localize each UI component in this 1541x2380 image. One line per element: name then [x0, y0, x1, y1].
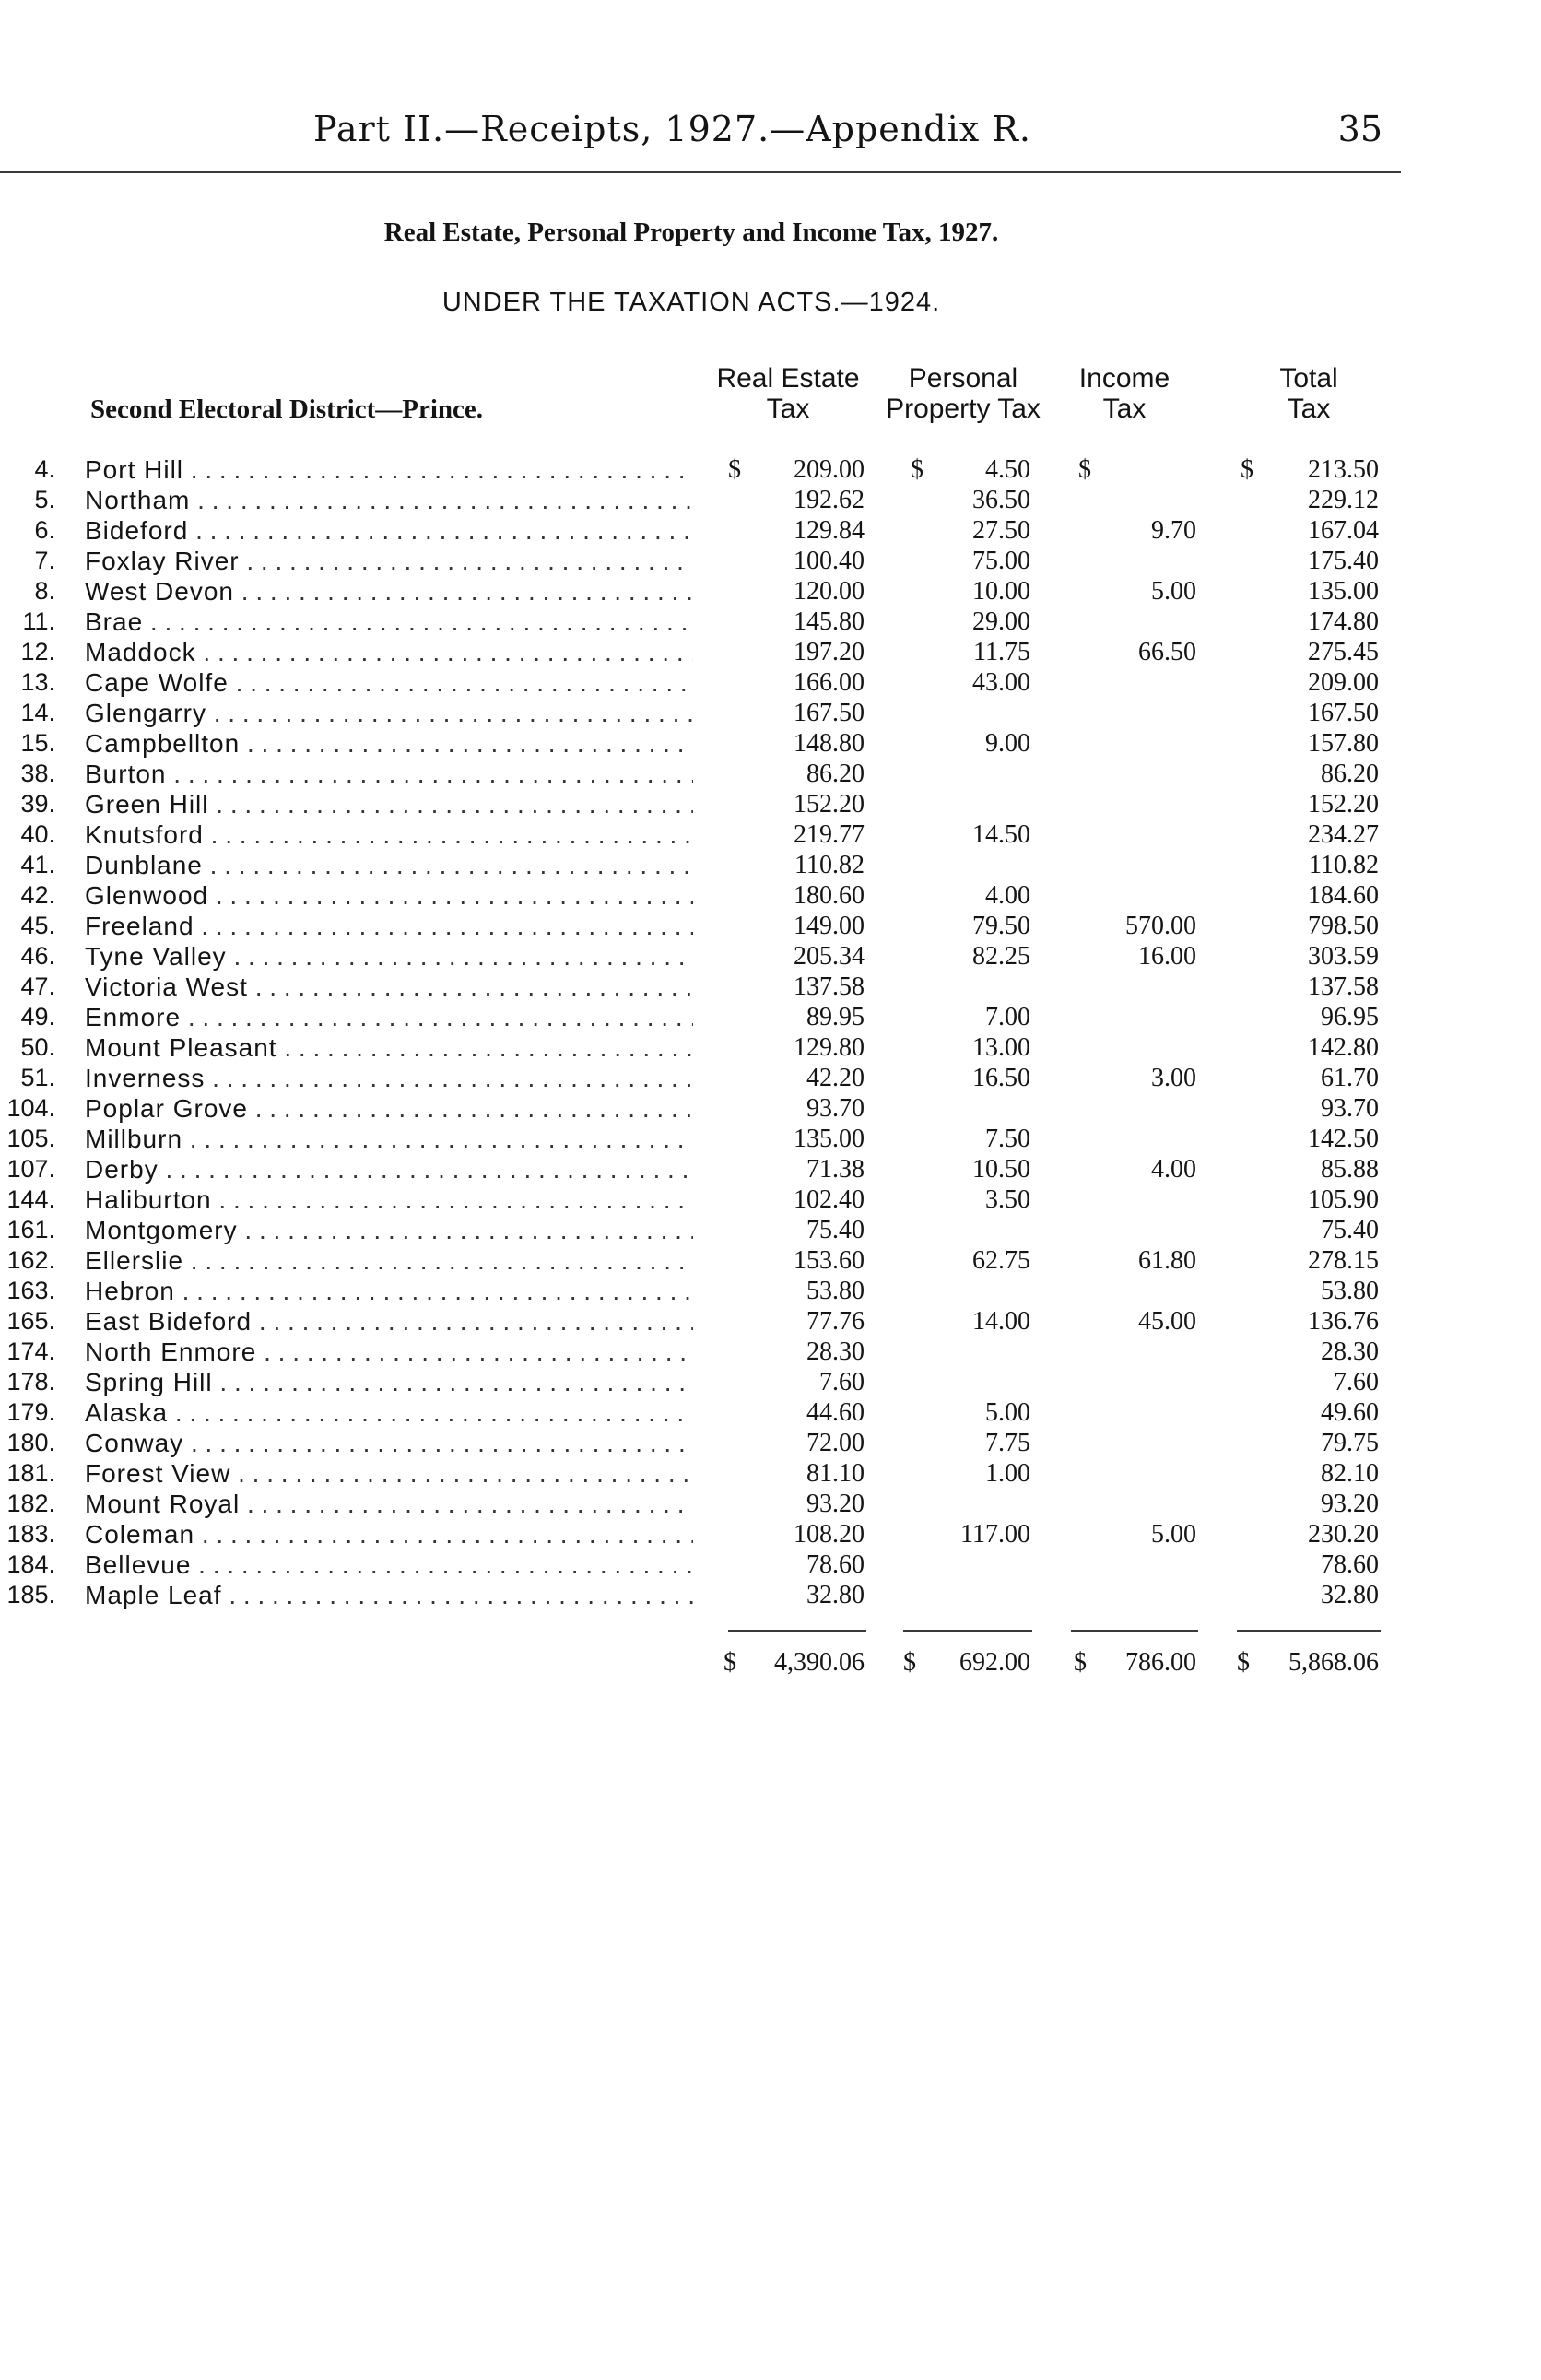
total-rule-income	[1071, 1630, 1198, 1632]
table-row	[0, 912, 1541, 942]
row-number: 42.	[20, 881, 55, 909]
total-tax: 142.80	[1308, 1033, 1379, 1062]
row-number: 11.	[22, 607, 55, 635]
currency-symbol: $	[1237, 1648, 1250, 1677]
real-estate-tax: 108.20	[794, 1520, 865, 1549]
personal-property-tax: 10.50	[972, 1155, 1030, 1184]
real-estate-tax: 28.30	[806, 1337, 865, 1366]
personal-property-tax: 9.00	[985, 729, 1030, 758]
total-tax: 142.50	[1308, 1125, 1379, 1153]
real-estate-tax: 89.95	[806, 1003, 865, 1031]
row-number: 104.	[6, 1094, 55, 1122]
column-header-line: Tax	[766, 394, 810, 424]
tax-table-body	[0, 455, 1541, 1611]
table-row	[0, 699, 1541, 729]
locality-name: Mount Pleasant . . .	[85, 1033, 693, 1063]
income-tax: 45.00	[1138, 1307, 1196, 1336]
table-row	[0, 1277, 1541, 1307]
personal-property-tax: 117.00	[960, 1520, 1030, 1549]
total-tax: 174.80	[1308, 607, 1379, 636]
row-number: 47.	[20, 972, 55, 1000]
table-row	[0, 547, 1541, 577]
row-number: 182.	[6, 1490, 55, 1517]
table-row	[0, 972, 1541, 1003]
personal-property-tax: 62.75	[972, 1246, 1030, 1275]
table-row	[0, 1064, 1541, 1094]
real-estate-tax: 75.40	[806, 1216, 865, 1244]
total-tax: 184.60	[1308, 881, 1379, 910]
real-estate-tax: 137.58	[794, 972, 865, 1001]
currency-symbol: $	[911, 455, 923, 484]
table-row	[0, 1125, 1541, 1155]
column-header-line: Total	[1279, 363, 1338, 394]
table-row	[0, 1490, 1541, 1520]
real-estate-tax: 44.60	[806, 1398, 865, 1427]
real-estate-tax: 42.20	[806, 1064, 865, 1092]
currency-symbol: $	[1078, 455, 1091, 484]
table-row	[0, 486, 1541, 516]
real-estate-tax: 77.76	[806, 1307, 865, 1336]
row-number: 50.	[20, 1033, 55, 1061]
total-tax: 275.45	[1308, 638, 1379, 666]
row-number: 13.	[20, 668, 55, 696]
locality-name: Derby . . .	[85, 1155, 693, 1184]
personal-property-tax: 75.00	[972, 547, 1030, 575]
locality-name: Enmore . . .	[85, 1003, 693, 1032]
income-tax: 5.00	[1151, 577, 1196, 606]
income-tax: 16.00	[1138, 942, 1196, 971]
total-tax: 136.76	[1308, 1307, 1379, 1336]
real-estate-tax: 167.50	[794, 699, 865, 727]
row-number: 161.	[6, 1216, 55, 1243]
total-rule-total	[1237, 1630, 1381, 1632]
row-number: 5.	[34, 486, 55, 513]
table-row	[0, 820, 1541, 851]
real-estate-tax: 110.82	[794, 851, 865, 879]
locality-name: Maddock . . .	[85, 638, 693, 667]
locality-name: Foxlay River . . .	[85, 547, 693, 576]
table-row	[0, 1216, 1541, 1246]
table-row	[0, 881, 1541, 912]
personal-property-tax: 14.50	[972, 820, 1030, 849]
personal-property-tax: 14.00	[972, 1307, 1030, 1336]
table-row	[0, 1368, 1541, 1398]
table-row	[0, 1094, 1541, 1125]
total-tax: 93.20	[1321, 1490, 1379, 1518]
personal-property-tax: 43.00	[972, 668, 1030, 697]
real-estate-tax: 197.20	[794, 638, 865, 666]
locality-name: Glengarry . . .	[85, 699, 693, 728]
real-estate-tax: 166.00	[794, 668, 865, 697]
total-tax: 49.60	[1321, 1398, 1379, 1427]
column-header-total	[1217, 363, 1401, 424]
table-row	[0, 455, 1541, 486]
locality-name: Inverness . . .	[85, 1064, 693, 1093]
header-rule	[0, 171, 1401, 173]
row-number: 178.	[6, 1368, 55, 1396]
table-row	[0, 1581, 1541, 1611]
locality-name: Montgomery . . .	[85, 1216, 693, 1245]
row-number: 38.	[20, 760, 55, 787]
locality-name: Campbellton . . .	[85, 729, 693, 759]
total-tax: 53.80	[1321, 1277, 1379, 1305]
total-tax: 152.20	[1308, 790, 1379, 819]
table-row	[0, 668, 1541, 699]
table-row	[0, 638, 1541, 668]
row-number: 4.	[34, 455, 55, 483]
table-row	[0, 729, 1541, 760]
real-estate-tax: 129.84	[794, 516, 865, 545]
table-row	[0, 1520, 1541, 1550]
locality-name: Millburn . . .	[85, 1125, 693, 1154]
real-estate-tax: 102.40	[794, 1185, 865, 1214]
total-tax: 137.58	[1308, 972, 1379, 1001]
locality-name: Maple Leaf . . .	[85, 1581, 693, 1610]
real-estate-tax: 81.10	[806, 1459, 865, 1488]
total-real-estate: 4,390.06	[774, 1648, 865, 1677]
real-estate-tax: 135.00	[794, 1125, 865, 1153]
personal-property-tax: 82.25	[972, 942, 1030, 971]
total-tax: 85.88	[1321, 1155, 1379, 1184]
row-number: 8.	[34, 577, 55, 605]
total-personal: 692.00	[959, 1648, 1030, 1677]
real-estate-tax: 145.80	[794, 607, 865, 636]
income-tax: 4.00	[1151, 1155, 1196, 1184]
total-income: 786.00	[1125, 1648, 1196, 1677]
locality-name: Bideford . . .	[85, 516, 693, 546]
row-number: 179.	[6, 1398, 55, 1426]
real-estate-tax: 192.62	[794, 486, 865, 514]
locality-name: Glenwood . . .	[85, 881, 693, 911]
locality-name: Knutsford . . .	[85, 820, 693, 850]
row-number: 183.	[6, 1520, 55, 1548]
total-tax: 135.00	[1308, 577, 1379, 606]
locality-name: Poplar Grove . . .	[85, 1094, 693, 1124]
total-tax: 79.75	[1321, 1429, 1379, 1457]
table-heading: Real Estate, Personal Property and Income Tax, 1927.	[383, 218, 999, 247]
locality-name: Green Hill . . .	[85, 790, 693, 819]
locality-name: Spring Hill . . .	[85, 1368, 693, 1397]
personal-property-tax: 4.00	[985, 881, 1030, 910]
income-tax: 61.80	[1138, 1246, 1196, 1275]
row-number: 39.	[20, 790, 55, 818]
row-number: 51.	[20, 1064, 55, 1091]
row-number: 14.	[20, 699, 55, 726]
row-number: 184.	[6, 1550, 55, 1578]
personal-property-tax: 27.50	[972, 516, 1030, 545]
page-number: 35	[1337, 109, 1382, 149]
table-row	[0, 851, 1541, 881]
total-tax: 61.70	[1321, 1064, 1379, 1092]
personal-property-tax: 16.50	[972, 1064, 1030, 1092]
locality-name: Cape Wolfe . . .	[85, 668, 693, 698]
table-row	[0, 1307, 1541, 1337]
locality-name: West Devon . . .	[85, 577, 693, 607]
row-number: 107.	[6, 1155, 55, 1183]
locality-name: Bellevue . . .	[85, 1550, 693, 1580]
locality-name: Haliburton . . .	[85, 1185, 693, 1215]
table-row	[0, 760, 1541, 790]
row-number: 144.	[6, 1185, 55, 1213]
table-row	[0, 1185, 1541, 1216]
total-tax: 278.15	[1308, 1246, 1379, 1275]
total-tax: 82.10	[1321, 1459, 1379, 1488]
table-row	[0, 1550, 1541, 1581]
personal-property-tax: 1.00	[985, 1459, 1030, 1488]
currency-symbol: $	[1241, 455, 1253, 484]
real-estate-tax: 32.80	[806, 1581, 865, 1609]
row-number: 15.	[20, 729, 55, 757]
locality-name: Victoria West . . .	[85, 972, 693, 1002]
row-number: 40.	[20, 820, 55, 848]
real-estate-tax: 93.20	[806, 1490, 865, 1518]
personal-property-tax: 4.50	[985, 455, 1030, 484]
personal-property-tax: 7.50	[985, 1125, 1030, 1153]
row-number: 185.	[6, 1581, 55, 1608]
table-row	[0, 516, 1541, 547]
personal-property-tax: 29.00	[972, 607, 1030, 636]
column-header-line: Real Estate	[716, 363, 860, 394]
locality-name: Freeland . . .	[85, 912, 693, 941]
locality-name: Ellerslie . . .	[85, 1246, 693, 1276]
locality-name: Forest View . . .	[85, 1459, 693, 1489]
currency-symbol: $	[1074, 1648, 1087, 1677]
locality-name: Tyne Valley . . .	[85, 942, 693, 972]
total-tax: 213.50	[1308, 455, 1379, 484]
total-tax: 93.70	[1321, 1094, 1379, 1123]
table-row	[0, 1429, 1541, 1459]
currency-symbol: $	[723, 1648, 736, 1677]
total-tax: 167.04	[1308, 516, 1379, 545]
total-tax: 157.80	[1308, 729, 1379, 758]
real-estate-tax: 153.60	[794, 1246, 865, 1275]
row-number: 181.	[6, 1459, 55, 1487]
total-rule-personal	[903, 1630, 1032, 1632]
row-number: 163.	[6, 1277, 55, 1304]
total-tax: 96.95	[1321, 1003, 1379, 1031]
row-number: 162.	[6, 1246, 55, 1274]
personal-property-tax: 7.75	[985, 1429, 1030, 1457]
total-tax: 105.90	[1308, 1185, 1379, 1214]
column-header-line: Tax	[1102, 394, 1147, 424]
table-row	[0, 607, 1541, 638]
real-estate-tax: 93.70	[806, 1094, 865, 1123]
income-tax: 9.70	[1151, 516, 1196, 545]
table-row	[0, 942, 1541, 972]
row-number: 105.	[6, 1125, 55, 1152]
income-tax: 570.00	[1125, 912, 1196, 940]
row-number: 6.	[34, 516, 55, 544]
table-row	[0, 1003, 1541, 1033]
table-row	[0, 1337, 1541, 1368]
row-number: 49.	[20, 1003, 55, 1031]
real-estate-tax: 53.80	[806, 1277, 865, 1305]
personal-property-tax: 36.50	[972, 486, 1030, 514]
locality-name: Mount Royal . . .	[85, 1490, 693, 1519]
total-tax: 7.60	[1334, 1368, 1379, 1396]
table-row	[0, 577, 1541, 607]
table-row	[0, 1155, 1541, 1185]
column-header-income	[1032, 363, 1217, 424]
total-tax: 175.40	[1308, 547, 1379, 575]
column-header-line: Property Tax	[886, 394, 1041, 424]
row-number: 174.	[6, 1337, 55, 1365]
real-estate-tax: 129.80	[794, 1033, 865, 1062]
personal-property-tax: 11.75	[973, 638, 1030, 666]
row-number: 7.	[34, 547, 55, 574]
income-tax: 66.50	[1138, 638, 1196, 666]
total-tax: 234.27	[1308, 820, 1379, 849]
district-label: Second Electoral District—Prince.	[90, 395, 484, 424]
real-estate-tax: 72.00	[806, 1429, 865, 1457]
locality-name: North Enmore . . .	[85, 1337, 693, 1367]
locality-name: Coleman . . .	[85, 1520, 693, 1549]
personal-property-tax: 13.00	[972, 1033, 1030, 1062]
real-estate-tax: 205.34	[794, 942, 865, 971]
real-estate-tax: 152.20	[794, 790, 865, 819]
row-number: 12.	[20, 638, 55, 666]
table-row	[0, 1033, 1541, 1064]
total-tax: 28.30	[1321, 1337, 1379, 1366]
total-tax: 167.50	[1308, 699, 1379, 727]
locality-name: Alaska . . .	[85, 1398, 693, 1428]
total-tax: 86.20	[1321, 760, 1379, 788]
column-header-line: Income	[1078, 363, 1170, 394]
table-row	[0, 1459, 1541, 1490]
total-tax: 75.40	[1321, 1216, 1379, 1244]
personal-property-tax: 7.00	[985, 1003, 1030, 1031]
table-row	[0, 1398, 1541, 1429]
row-number: 45.	[20, 912, 55, 939]
total-tax: 229.12	[1308, 486, 1379, 514]
locality-name: Hebron . . .	[85, 1277, 693, 1306]
total-tax: 32.80	[1321, 1581, 1379, 1609]
page-header	[313, 109, 1382, 164]
total-tax: 798.50	[1308, 912, 1379, 940]
currency-symbol: $	[728, 455, 741, 484]
personal-property-tax: 3.50	[985, 1185, 1030, 1214]
currency-symbol: $	[903, 1648, 916, 1677]
real-estate-tax: 71.38	[806, 1155, 865, 1184]
real-estate-tax: 86.20	[806, 760, 865, 788]
real-estate-tax: 7.60	[819, 1368, 865, 1396]
real-estate-tax: 120.00	[794, 577, 865, 606]
table-subheading: UNDER THE TAXATION ACTS.—1924.	[441, 288, 941, 317]
total-tax: 303.59	[1308, 942, 1379, 971]
locality-name: Dunblane . . .	[85, 851, 693, 880]
locality-name: Brae . . .	[85, 607, 693, 637]
locality-name: Northam . . .	[85, 486, 693, 515]
income-tax: 3.00	[1151, 1064, 1196, 1092]
total-tax: 110.82	[1309, 851, 1379, 879]
table-row	[0, 1246, 1541, 1277]
real-estate-tax: 100.40	[794, 547, 865, 575]
locality-name: Burton . . .	[85, 760, 693, 789]
total-rule-real	[728, 1630, 866, 1632]
real-estate-tax: 149.00	[794, 912, 865, 940]
total-tax: 78.60	[1321, 1550, 1379, 1579]
row-number: 180.	[6, 1429, 55, 1456]
total-tax: 230.20	[1308, 1520, 1379, 1549]
total-tax: 209.00	[1308, 668, 1379, 697]
personal-property-tax: 5.00	[985, 1398, 1030, 1427]
total-total: 5,868.06	[1288, 1648, 1379, 1677]
row-number: 46.	[20, 942, 55, 970]
real-estate-tax: 180.60	[794, 881, 865, 910]
income-tax: 5.00	[1151, 1520, 1196, 1549]
real-estate-tax: 78.60	[806, 1550, 865, 1579]
real-estate-tax: 148.80	[794, 729, 865, 758]
row-number: 41.	[20, 851, 55, 878]
locality-name: Conway . . .	[85, 1429, 693, 1458]
running-title: Part II.—Receipts, 1927.—Appendix R.	[313, 109, 1031, 149]
totals-row	[0, 1648, 1541, 1681]
real-estate-tax: 219.77	[794, 820, 865, 849]
table-row	[0, 790, 1541, 820]
row-number: 165.	[6, 1307, 55, 1335]
real-estate-tax: 209.00	[794, 455, 865, 484]
locality-name: Port Hill . . .	[85, 455, 693, 485]
personal-property-tax: 10.00	[972, 577, 1030, 606]
locality-name: East Bideford . . .	[85, 1307, 693, 1337]
personal-property-tax: 79.50	[972, 912, 1030, 940]
column-header-line: Tax	[1287, 394, 1331, 424]
column-header-line: Personal	[908, 363, 1018, 394]
